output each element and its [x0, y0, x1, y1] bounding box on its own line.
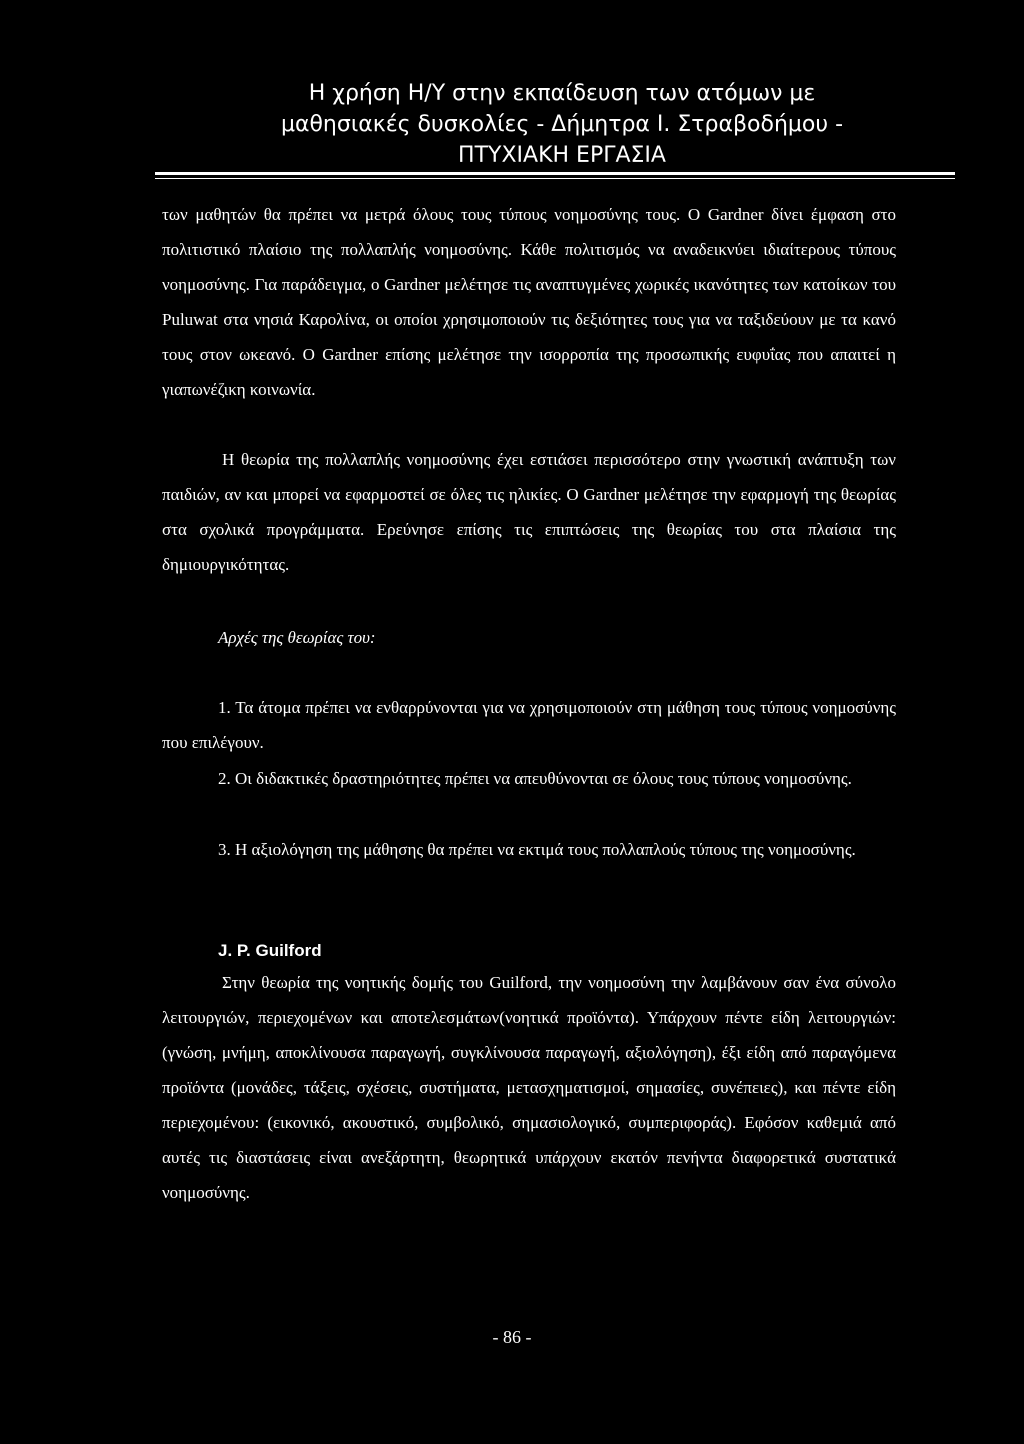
page-number: - 86 -: [492, 1327, 532, 1347]
principle-item-3: 3. Η αξιολόγηση της μάθησης θα πρέπει να εκτιμά τους πολλαπλούς τύπους της νοημοσύνης.: [218, 840, 856, 859]
body-paragraph-2: Η θεωρία της πολλαπλής νοημοσύνης έχει εστιάσει περισσότερο στην γνωστική ανάπτυξη των παιδιών, αν και μπορεί να εφαρμοστεί σε όλες τις ηλικίες. O Gardner μελέτησε την εφαρμογή της θεωρίας στα σχολικά προγράμματα. Ερεύνησε επίσης τις επιπτώσεις της θεωρίας του στα πλαίσια της δημιουργικότητας.: [162, 450, 896, 574]
principle-item-2: 2. Οι διδακτικές δραστηριότητες πρέπει να απευθύνονται σε όλους τους τύπους νοημοσύνης.: [218, 769, 852, 788]
principle-item-1: 1. Τα άτομα πρέπει να ενθαρρύνονται για να χρησιμοποιούν στη μάθηση τους τύπους νοημοσύνης που επιλέγουν.: [162, 698, 896, 752]
header-rule-thin: [155, 178, 955, 179]
guilford-heading: J. P. Guilford: [218, 941, 322, 960]
header-rule-thick: [155, 172, 955, 175]
header-line-2: μαθησιακές δυσκολίες - Δήμητρα Ι. Στραβοδήμου -: [280, 112, 844, 137]
header-line-3: ΠΤΥΧΙΑΚΗ ΕΡΓΑΣΙΑ: [458, 143, 666, 168]
body-paragraph-1: των μαθητών θα πρέπει να μετρά όλους τους τύπους νοημοσύνης τους. O Gardner δίνει έμφαση στο πολιτιστικό πλαίσιο της πολλαπλής νοημοσύνης. Κάθε πολιτισμός να αναδεικνύει ιδιαίτερους τύπους νοημοσύνης. Για παράδειγμα, ο Gardner μελέτησε τις αναπτυγμένες χωρικές ικανότητες των κατοίκων του Puluwat στα νησιά Καρολίνα, οι οποίοι χρησιμοποιούν τις δεξιότητες τους για να ταξιδεύουν με τα κανό τους στον ωκεανό. O Gardner επίσης μελέτησε την ισορροπία της προσωπικής ευφυΐας που απαιτεί η γιαπωνέζικη κοινωνία.: [162, 205, 896, 399]
guilford-paragraph: Στην θεωρία της νοητικής δομής του Guilford, την νοημοσύνη την λαμβάνουν σαν ένα σύνολο λειτουργιών, περιεχομένων και αποτελεσμάτων(νοητικά προϊόντα). Υπάρχουν πέντε είδη λειτουργιών: (γνώση, μνήμη, αποκλίνουσα παραγωγή, συγκλίνουσα παραγωγή, αξιολόγηση), έξι είδη από παραγόμενα προϊόντα (μονάδες, τάξεις, σχέσεις, συστήματα, μετασχηματισμοί, σημασίες, συνέπειες), και πέντε είδη περιεχομένου: (εικονικό, ακουστικό, συμβολικό, σημασιολογικό, συμπεριφοράς). Εφόσον καθεμιά από αυτές τις διαστάσεις είναι ανεξάρτητη, θεωρητικά υπάρχουν εκατόν πενήντα διαφορετικά συστατικά νοημοσύνης.: [162, 973, 896, 1202]
principles-heading: Αρχές της θεωρίας του:: [218, 628, 376, 647]
running-header: [150, 78, 974, 171]
header-line-1: Η χρήση Η/Υ στην εκπαίδευση των ατόμων με: [308, 81, 816, 106]
